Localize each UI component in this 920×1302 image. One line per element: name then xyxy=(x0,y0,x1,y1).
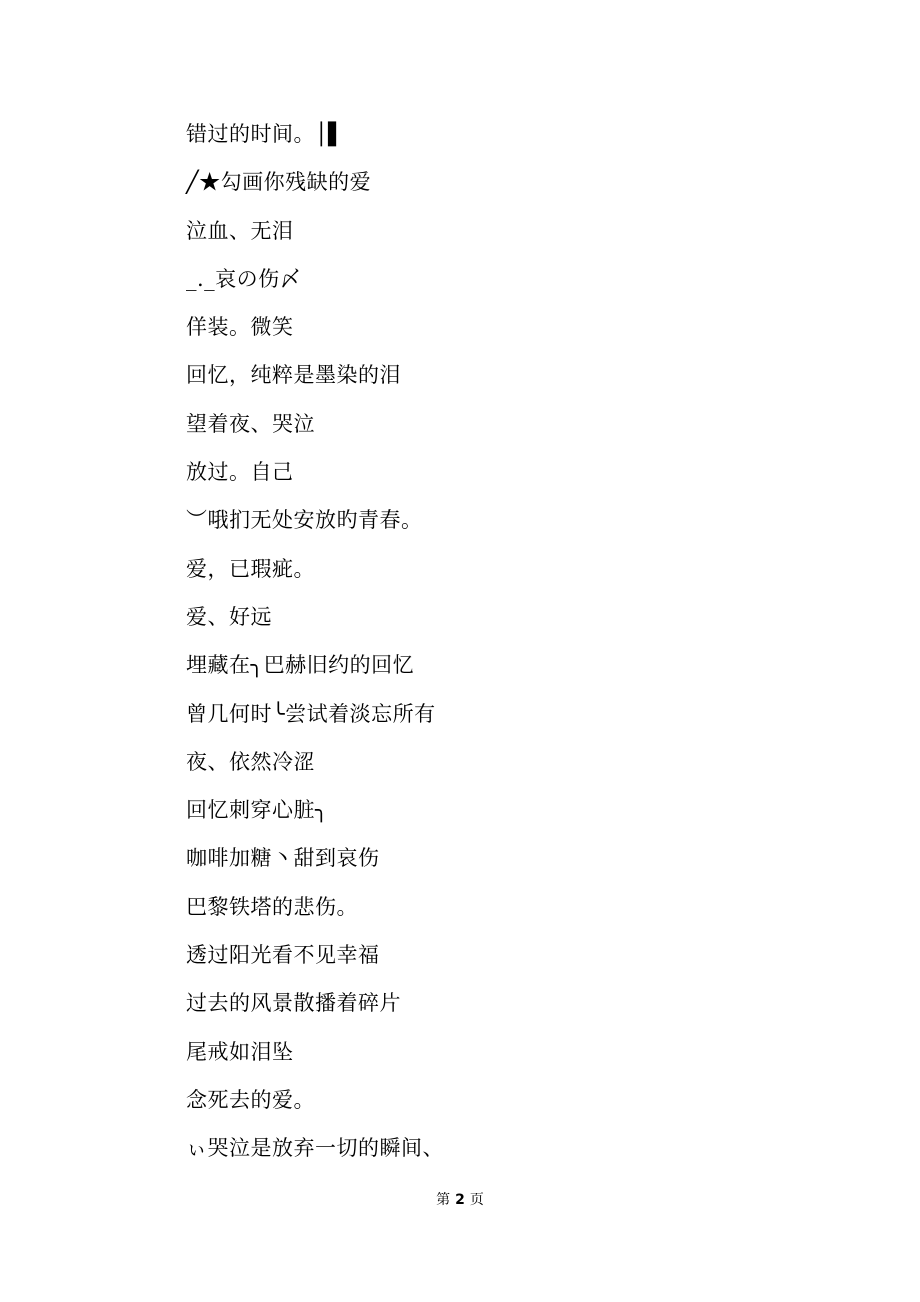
text-line: _._哀の伤〆 xyxy=(186,266,302,291)
text-line: 放过。自己 xyxy=(186,460,294,485)
text-line: 巴黎铁塔的悲伤。 xyxy=(186,894,358,919)
text-line: 埋藏在╮巴赫旧约的回忆 xyxy=(186,653,415,678)
text-line: 曾几何时╰尝试着淡忘所有 xyxy=(186,701,436,726)
text-line: 望着夜、哭泣 xyxy=(186,411,315,436)
text-line: 爱，已瑕疵。 xyxy=(186,556,315,581)
text-line: 尾戒如泪坠 xyxy=(186,1039,294,1064)
page-number-prefix: 第 xyxy=(436,1192,451,1208)
text-line: ︶哦扪无处安放旳青春。 xyxy=(186,508,423,533)
page-footer xyxy=(0,1190,920,1210)
text-line: 回忆，纯粹是墨染的泪 xyxy=(186,363,401,388)
text-line: 透过阳光看不见幸福 xyxy=(186,943,380,968)
text-line: 咖啡加糖丶甜到哀伤 xyxy=(186,846,380,871)
text-line: ╱★勾画你残缺的爱 xyxy=(186,170,372,195)
text-line: 泣血、无泪 xyxy=(186,218,294,243)
text-line: 爱、好远 xyxy=(186,604,272,629)
text-line: 夜、依然冷涩 xyxy=(186,749,315,774)
text-line: 念死去的爱。 xyxy=(186,1087,315,1112)
text-line: ぃ哭泣是放弃一切的瞬间、 xyxy=(186,1136,444,1161)
text-line: 回忆刺穿心脏╮ xyxy=(186,798,329,823)
text-body xyxy=(186,116,826,1179)
page-number-suffix: 页 xyxy=(469,1192,484,1208)
text-line: 过去的风景散播着碎片 xyxy=(186,991,401,1016)
page-number: 2 xyxy=(455,1192,465,1208)
text-line: 佯装。微笑 xyxy=(186,315,294,340)
text-line: 错过的时间。│▌ xyxy=(186,122,345,146)
